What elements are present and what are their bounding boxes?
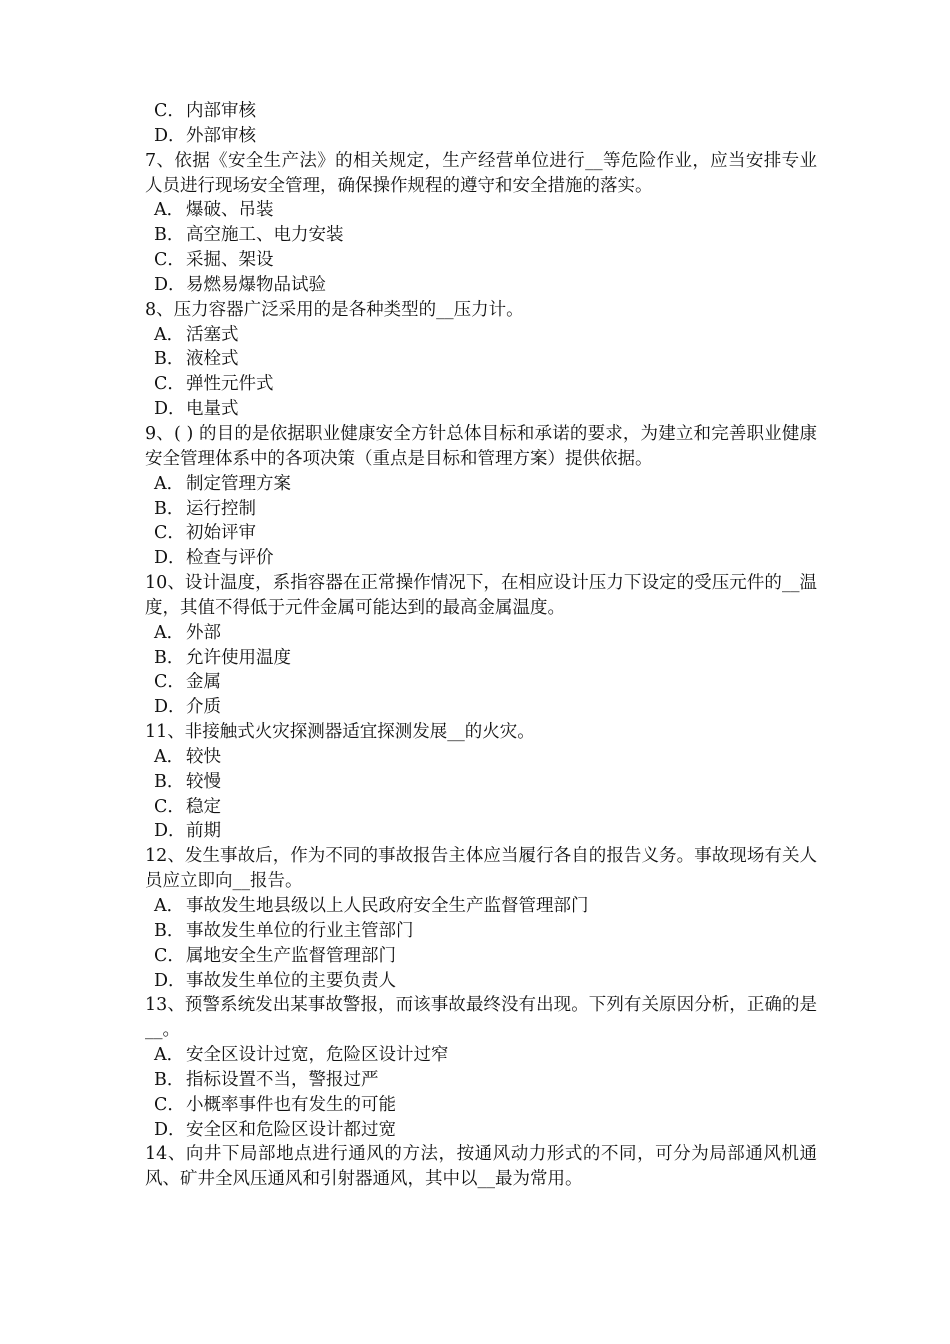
option-a [145, 621, 817, 646]
option-text: 制定管理方案 [186, 473, 291, 494]
option-a [145, 745, 817, 770]
option-label: A． [154, 324, 185, 345]
option-text: 电量式 [186, 399, 239, 420]
option-label: C． [154, 523, 185, 544]
option-label: D． [154, 125, 186, 146]
option-text: 检查与评价 [186, 548, 274, 569]
question-text: 12、发生事故后，作为不同的事故报告主体应当履行各自的报告义务。事故现场有关人员应立即向__报告。 [145, 846, 817, 892]
option-text: 运行控制 [186, 498, 256, 519]
option-text: 外部审核 [186, 125, 256, 146]
option-b [145, 646, 817, 671]
option-text: 爆破、吊装 [186, 200, 274, 221]
question-8 [145, 298, 817, 422]
option-text: 属地安全生产监督管理部门 [186, 945, 396, 966]
option-label: A． [154, 200, 185, 221]
question-text: 11、非接触式火灾探测器适宜探测发展__的火灾。 [145, 722, 535, 743]
option-d [145, 124, 817, 149]
option-label: D． [154, 697, 186, 718]
option-text: 液栓式 [186, 349, 239, 370]
option-a [145, 323, 817, 348]
option-label: B． [154, 1069, 185, 1090]
question-10 [145, 571, 817, 720]
option-text: 小概率事件也有发生的可能 [186, 1094, 396, 1115]
option-text: 事故发生地县级以上人民政府安全生产监督管理部门 [186, 896, 589, 916]
option-b [145, 919, 817, 944]
option-label: C． [154, 672, 185, 693]
option-d [145, 819, 817, 844]
option-label: D． [154, 274, 186, 295]
option-b [145, 497, 817, 522]
option-label: B． [154, 647, 185, 668]
option-a [145, 198, 817, 223]
option-text: 安全区设计过宽，危险区设计过窄 [186, 1045, 449, 1066]
question-9 [145, 422, 817, 571]
question-text: 10、设计温度，系指容器在正常操作情况下，在相应设计压力下设定的受压元件的__温度，其值不得低于元件金属可能达到的最高金属温度。 [145, 573, 817, 618]
option-label: A． [154, 896, 185, 916]
option-text: 弹性元件式 [186, 374, 274, 395]
option-text: 安全区和危险区设计都过宽 [186, 1119, 396, 1140]
option-label: C． [154, 1094, 185, 1115]
option-text: 前期 [186, 821, 221, 842]
option-text: 较快 [186, 746, 221, 767]
option-text: 初始评审 [186, 523, 256, 544]
option-a [145, 1043, 817, 1068]
option-text: 采掘、架设 [186, 250, 274, 271]
option-label: D． [154, 1119, 186, 1140]
option-b [145, 1068, 817, 1093]
option-c [145, 248, 817, 273]
option-label: B． [154, 498, 185, 519]
option-text: 内部审核 [186, 101, 256, 121]
option-b [145, 223, 817, 248]
option-label: C． [154, 250, 185, 271]
option-label: D． [154, 548, 186, 569]
option-d [145, 695, 817, 720]
question-13 [145, 993, 817, 1142]
option-b [145, 770, 817, 795]
option-a [145, 894, 817, 919]
option-label: B． [154, 771, 185, 792]
option-label: A． [154, 1045, 185, 1066]
option-c [145, 944, 817, 969]
option-c [145, 795, 817, 820]
option-b [145, 347, 817, 372]
option-d [145, 546, 817, 571]
option-label: A． [154, 622, 185, 643]
question-11 [145, 720, 817, 844]
option-text: 易燃易爆物品试验 [186, 274, 326, 295]
option-d [145, 969, 817, 994]
option-text: 允许使用温度 [186, 647, 291, 668]
option-text: 介质 [186, 697, 221, 718]
question-list [145, 99, 817, 1192]
option-d [145, 1118, 817, 1143]
option-text: 事故发生单位的行业主管部门 [186, 920, 414, 941]
option-label: A． [154, 746, 185, 767]
option-label: D． [154, 399, 186, 420]
option-text: 高空施工、电力安装 [186, 225, 344, 246]
option-label: D． [154, 821, 186, 842]
option-d [145, 273, 817, 298]
option-label: C． [154, 374, 185, 395]
option-text: 事故发生单位的主要负责人 [186, 970, 396, 991]
question-text: 14、向井下局部地点进行通风的方法，按通风动力形式的不同，可分为局部通风机通风、矿井全风压通风和引射器通风，其中以__最为常用。 [145, 1144, 817, 1190]
option-label: C． [154, 101, 185, 121]
option-text: 金属 [186, 672, 221, 693]
question-text: 13、预警系统发出某事故警报，而该事故最终没有出现。下列有关原因分析，正确的是__。 [145, 995, 817, 1041]
option-label: B． [154, 920, 185, 941]
question-text: 7、依据《安全生产法》的相关规定，生产经营单位进行__等危险作业，应当安排专业人员进行现场安全管理，确保操作规程的遵守和安全措施的落实。 [145, 150, 817, 196]
question-7 [145, 149, 817, 298]
option-label: D． [154, 970, 186, 991]
option-c [145, 99, 817, 124]
option-c [145, 521, 817, 546]
question-14 [145, 1142, 817, 1192]
option-label: A． [154, 473, 185, 494]
option-text: 活塞式 [186, 324, 239, 345]
option-text: 稳定 [186, 796, 221, 817]
option-label: B． [154, 225, 185, 246]
option-c [145, 1093, 817, 1118]
question-text: 8、压力容器广泛采用的是各种类型的__压力计。 [145, 299, 524, 320]
option-text: 外部 [186, 622, 221, 643]
question-12 [145, 844, 817, 993]
option-label: C． [154, 796, 185, 817]
option-text: 较慢 [186, 771, 221, 792]
option-text: 指标设置不当，警报过严 [186, 1069, 379, 1090]
option-c [145, 670, 817, 695]
option-label: B． [154, 349, 185, 370]
option-label: C． [154, 945, 185, 966]
option-d [145, 397, 817, 422]
option-c [145, 372, 817, 397]
option-a [145, 472, 817, 497]
question-text: 9、( ) 的目的是依据职业健康安全方针总体目标和承诺的要求，为建立和完善职业健康安全管理体系中的各项决策（重点是目标和管理方案）提供依据。 [145, 423, 817, 469]
